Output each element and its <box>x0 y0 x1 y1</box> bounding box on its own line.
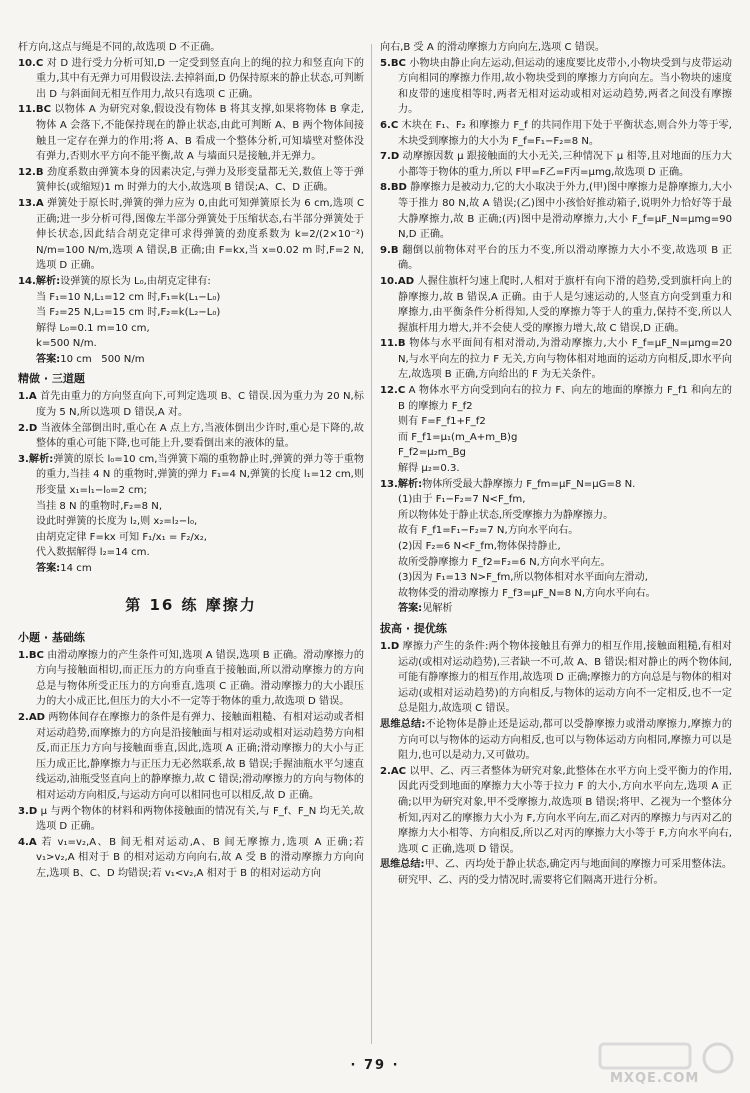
item-label: 解析: <box>35 275 61 287</box>
basic-answers <box>18 648 368 882</box>
q3-work <box>18 499 364 561</box>
item-text: 物体与水平面间有相对滑动,为滑动摩擦力,大小 F_f=μF_N=μmg=20 N,与水平向左的拉力 F 无关,方向与物体相对地面的运动方向相反,即水平向左,故选项 B 正确,方向给出的 F 为无关条件。 <box>398 338 736 381</box>
left-column <box>18 40 368 882</box>
item-text: 设弹簧的原长为 L₀,由胡克定律有: <box>60 275 211 287</box>
item-text: 弹簧的原长 l₀=10 cm,当弹簧下端的重物静止时,弹簧的弹力等于重物的重力,当挂 4 N 的重物时,弹簧的弹力 F₁=4 N,弹簧的长度 l₁=12 cm,则形变量 x₁=l₁−l₀=2 cm; <box>36 453 364 497</box>
work-line: 设此时弹簧的长度为 l₂,则 x₂=l₂−l₀, <box>36 516 198 528</box>
item-number: 2.AC <box>380 765 407 777</box>
answer-item <box>380 717 732 764</box>
work-line: 而 F_f1=μ₁(m_A+m_B)g <box>398 431 518 443</box>
watermark-text: MXQE.COM <box>610 1071 700 1086</box>
work-line: k=500 N/m. <box>36 338 97 350</box>
item-number: 10.C <box>18 57 44 69</box>
item-text: 若 v₁=v₂,A、B 间无相对运动,A、B 间无摩擦力,选项 A 正确;若 v₁>v₂,A 相对于 B 的相对运动方向向右,故 A 受 B 的滑动摩擦力方向向左,选项 B、C、D 均错误;若 v₁<v₂,A 相对于 B 的相对运动方向 <box>36 836 368 879</box>
item-text: 首先由重力的方向竖直向下,可判定选项 B、C 错误.因为重力为 20 N,标度为 5 N,所以选项 D 错误,A 对。 <box>36 391 364 419</box>
item-text: 对 D 进行受力分析可知,D 一定受到竖直向上的绳的拉力和竖直向下的重力,其中有无弹力可用假设法.去掉斜面,D 仍保持原来的静止状态,可判断出 D 与斜面间无相互作用力,故只有选项 C 正确。 <box>36 57 364 100</box>
item-text: 当液体全部倒出时,重心在 A 点上方,当液体倒出少许时,重心是下降的,故整体的重心可能下降,也可能上升,要看倒出来的液体的量。 <box>36 422 364 450</box>
work-line: 故有 F_f1=F₁−F₂=7 N,方向水平向右。 <box>398 525 579 537</box>
q14-work <box>18 290 364 352</box>
chapter-title: 第 16 练 摩擦力 <box>125 595 257 614</box>
item-number: 11.B <box>380 338 406 350</box>
answer-item <box>18 102 364 164</box>
answer-item <box>380 764 732 858</box>
work-line: F_f2=μ₂m_Bg <box>398 447 466 459</box>
left-top-answers <box>18 40 368 290</box>
work-line: 当挂 8 N 的重物时,F₂=8 N, <box>36 500 163 512</box>
answer-item <box>380 118 732 149</box>
section-heading-advanced: 拔高 · 提优练 <box>380 621 447 635</box>
q13-work <box>380 492 732 601</box>
section-heading-jingzuo: 精做 · 三道题 <box>18 372 85 386</box>
item-number: 2.D <box>18 422 38 434</box>
item-number: 4.A <box>18 836 37 848</box>
item-text: 两物体间存在摩擦力的条件是有弹力、接触面粗糙、有相对运动或者相对运动趋势,而摩擦力的方向是沿接触面与相对运动或相对运动趋势方向相反,而正压力方向与接触面垂直,因此,选项 A 正确;滑动摩擦力的大小与正压力成正比,静摩擦力与正压力无必然联系,故 B 错误;手握油瓶水平匀速直线运动,油瓶受竖直向上的静摩擦力,故 C 错误;滑动摩擦力的方向与物体的相对运动方向相反,与运动方向可以相同也可以相反,故 D 正确。 <box>36 711 364 801</box>
answer-item <box>380 149 732 180</box>
item-number: 13.A <box>18 197 44 209</box>
item-number: 1.D <box>380 640 400 652</box>
right-top-answers <box>380 40 736 414</box>
answer-item <box>18 452 364 499</box>
q12-work <box>380 414 732 476</box>
work-line: 解得 μ₂=0.3. <box>398 463 460 475</box>
item-text: 不论物体是静止还是运动,都可以受静摩擦力或滑动摩擦力,摩擦力的方向可以与物体的运动方向相反,也可以与物体运动方向相同,摩擦力可以是阻力,也可以是动力,又可做功。 <box>398 718 732 762</box>
work-line: 故所受静摩擦力 F_f2=F₂=6 N,方向水平向左。 <box>398 556 611 568</box>
answer-item <box>18 648 364 710</box>
item-text: 以物体 A 为研究对象,假设没有物体 B 将其支撑,如果将物体 B 拿走,物体 A 会落下,不能保持现在的静止状态,由此可判断 A、B 两个物体间接触且一定存在弹力的作用;将 A、B 看成一个整体分析,可知墙壁对整体没有弹力,否则水平方向不能平衡,故 A 与墙面只是接触,并无弹力。 <box>36 104 364 163</box>
answer-item <box>18 196 368 274</box>
page-number: · 79 · <box>350 1058 400 1073</box>
item-number: 14. <box>18 275 36 287</box>
item-text: 杆方向,这点与绳是不同的,故选项 D 不正确。 <box>18 42 221 53</box>
answer-item <box>380 857 732 888</box>
item-number: 3. <box>18 453 29 465</box>
work-line: 所以物体处于静止状态,所受摩擦力为静摩擦力。 <box>398 509 614 521</box>
work-line: 故物体受的滑动摩擦力 F_f3=μF_N=8 N,方向水平向右。 <box>398 587 656 599</box>
column-divider <box>371 44 372 1044</box>
answer-item <box>380 243 732 274</box>
item-text: 由滑动摩擦力的产生条件可知,选项 A 错误,选项 B 正确。滑动摩擦力的方向与接触面相切,而正压力的方向垂直于接触面,所以滑动摩擦力的方向总是与物体所受正压力的方向垂直,选项 C 正确。滑动摩擦力的大小跟压力的大小成正比,但压力的大小不一定等于物体的重力,故选项 D 错误。 <box>36 649 364 708</box>
answer-item <box>18 165 364 196</box>
answer-item <box>380 336 736 383</box>
item-number: 12.C <box>380 385 406 397</box>
q13-answer: 答案:见解析 <box>398 603 453 615</box>
answer-item <box>18 710 364 804</box>
item-number: 5.BC <box>380 57 406 69</box>
answer-item <box>380 40 732 56</box>
advanced-answers <box>380 639 732 889</box>
item-number: 11.BC <box>18 104 51 116</box>
item-text: 甲、乙、丙均处于静止状态,确定丙与地面间的摩擦力可采用整体法。研究甲、乙、丙的受力情况时,需要将它们隔离开进行分析。 <box>398 859 732 886</box>
answer-item <box>18 804 364 835</box>
work-line: 则有 F=F_f1+F_f2 <box>398 416 486 428</box>
item-text: 以甲、乙、丙三者整体为研究对象,此整体在水平方向上受平衡力的作用,因此丙受到地面的摩擦力大小等于拉力 F 的大小,方向水平向左,选项 A 正确;以甲为研究对象,甲不受摩擦力,故选项 B 错误;将甲、乙视为一个整体分析知,丙对乙的摩擦力大小为 F,方向水平向左,而乙对丙的摩擦力与丙对乙的摩擦力大小相等、方向相反,所以乙对丙的摩擦力大小等于 F,方向水平向右,选项 C 正确,选项 D 错误。 <box>398 765 732 855</box>
answer-item <box>18 835 368 882</box>
jingzuo-answers <box>18 389 364 498</box>
work-line: (3)因为 F₁=13 N>F_fm,所以物体相对水平面向左滑动, <box>398 572 648 584</box>
item-number: 1.A <box>18 391 37 403</box>
item-number: 8.BD <box>380 182 407 194</box>
item-number: 7.D <box>380 151 400 163</box>
item-text: 弹簧处于原长时,弹簧的弹力应为 0,由此可知弹簧原长为 6 cm,选项 C 正确;进一步分析可得,图像左半部分弹簧处于压缩状态,右半部分弹簧处于伸长状态,因此结合胡克定律可求得弹簧的劲度系数为 k=2/(2×10⁻²) N/m=100 N/m,选项 A 错误,B 正确;由 F=kx,当 x=0.02 m 时,F=2 N,选项 D 正确。 <box>36 197 368 272</box>
answer-item <box>18 389 364 420</box>
work-line: 代入数据解得 l₂=14 cm. <box>36 547 150 559</box>
answer-item <box>380 274 732 336</box>
answer-item <box>380 639 732 717</box>
work-line: (2)因 F₂=6 N<F_fm,物体保持静止, <box>398 541 561 552</box>
answer-item <box>18 56 364 103</box>
item-text: 劲度系数由弹簧本身的因素决定,与弹力及形变量都无关,数值上等于弹簧伸长(或缩短)1 m 时弹力的大小,故选项 B 错误;A、C、D 正确。 <box>36 166 364 194</box>
work-line: 当 F₁=10 N,L₁=12 cm 时,F₁=k(L₁−L₀) <box>36 291 221 303</box>
item-number: 1.BC <box>18 649 44 661</box>
item-text: 木块在 F₁、F₂ 和摩擦力 F_f 的共同作用下处于平衡状态,则合外力等于零,木块受到摩擦力的大小为 F_f=F₁−F₂=8 N。 <box>398 119 732 147</box>
item-text: A 物体水平方向受到向右的拉力 F、向左的地面的摩擦力 F_f1 和向左的 B 的摩擦力 F_f2 <box>398 385 736 412</box>
item-text: 向右,B 受 A 的滑动摩擦力方向向左,选项 C 错误。 <box>380 42 606 53</box>
answer-item <box>380 383 736 414</box>
item-text: 摩擦力产生的条件:两个物体接触且有弹力的相互作用,接触面粗糙,有相对运动(或相对运动趋势),三者缺一不可,故 A、B 错误;相对静止的两个物体间,可能有静摩擦力的相互作用,故选项 D 正确;摩擦力的方向总是与物体的相对运动(或相对运动趋势)的方向相反,与物体的运动方向不一定相反,也不一定总是阻力,故选项 C 错误。 <box>398 640 732 715</box>
answer-item <box>380 56 732 118</box>
work-line: 解得 L₀=0.1 m=10 cm, <box>36 322 150 334</box>
q14-answer: 答案:10 cm 500 N/m <box>36 353 145 365</box>
right-column <box>380 40 736 888</box>
item-number: 12.B <box>18 166 44 178</box>
answer-item <box>18 274 364 290</box>
q3-answer: 答案:14 cm <box>36 563 92 574</box>
item-text: μ 与两个物体的材料和两物体接触面的情况有关,与 F_f、F_N 均无关,故选项 D 正确。 <box>36 805 364 833</box>
item-text: 人握住旗杆匀速上爬时,人相对于旗杆有向下滑的趋势,受到旗杆向上的静摩擦力,故 B 错误,A 正确。由于人是匀速运动的,人竖直方向受到重力和摩擦力,由平衡条件分析得知,人受的摩擦力等于人的重力,保持不变,所以人握旗杆用力增大,并不会使人受的摩擦力增大,故 C 错误,D 正确。 <box>398 275 732 334</box>
section-heading-basic: 小题 · 基础练 <box>18 630 85 644</box>
item-label: 思维总结: <box>380 859 425 871</box>
item-text: 静摩擦力是被动力,它的大小取决于外力,(甲)图中摩擦力是静摩擦力,大小等于推力 80 N,故 A 错误;(乙)图中小孩恰好推动箱子,说明外力恰好等于最大静摩擦力,故 B 正确;(丙)图中是滑动摩擦力,大小 F_f=μF_N=μmg=90 N,D 正确。 <box>398 182 736 241</box>
answer-item <box>18 40 364 56</box>
answer-item <box>380 180 736 242</box>
answer-item <box>18 421 364 452</box>
work-line: (1)由于 F₁−F₂=7 N<F_fm, <box>398 494 526 506</box>
work-line: 当 F₂=25 N,L₂=15 cm 时,F₂=k(L₂−L₀) <box>36 307 221 319</box>
item-text: 动摩擦因数 μ 跟接触面的大小无关,三种情况下 μ 相等,且对地面的压力大小都等于物体的重力,所以 F甲=F乙=F丙=μmg,故选项 D 正确。 <box>398 151 732 178</box>
work-line: 由胡克定律 F=kx 可知 F₁/x₁ = F₂/x₂, <box>36 531 207 543</box>
item-label: 解析: <box>28 453 54 465</box>
item-text: 翻倒以前物体对平台的压力不变,所以滑动摩擦力大小不变,故选项 B 正确。 <box>398 244 732 272</box>
item-number: 9.B <box>380 244 399 256</box>
item-text: 小物块由静止向左运动,但运动的速度要比皮带小,小物块受到与皮带运动方向相同的摩擦力作用,故小物块受到的摩擦力方向向左。当小物块的速度和皮带的速度相等时,两者无相对运动或相对运动趋势,两者之间没有摩擦力。 <box>398 57 732 116</box>
item-label: 思维总结: <box>380 718 426 730</box>
item-number: 6.C <box>380 119 399 131</box>
item-number: 2.AD <box>18 711 46 723</box>
item-number: 10.AD <box>380 275 415 287</box>
item-number: 3.D <box>18 805 38 817</box>
q13-line: 13.解析:物体所受最大静摩擦力 F_fm=μF_N=μG=8 N. <box>380 478 636 490</box>
